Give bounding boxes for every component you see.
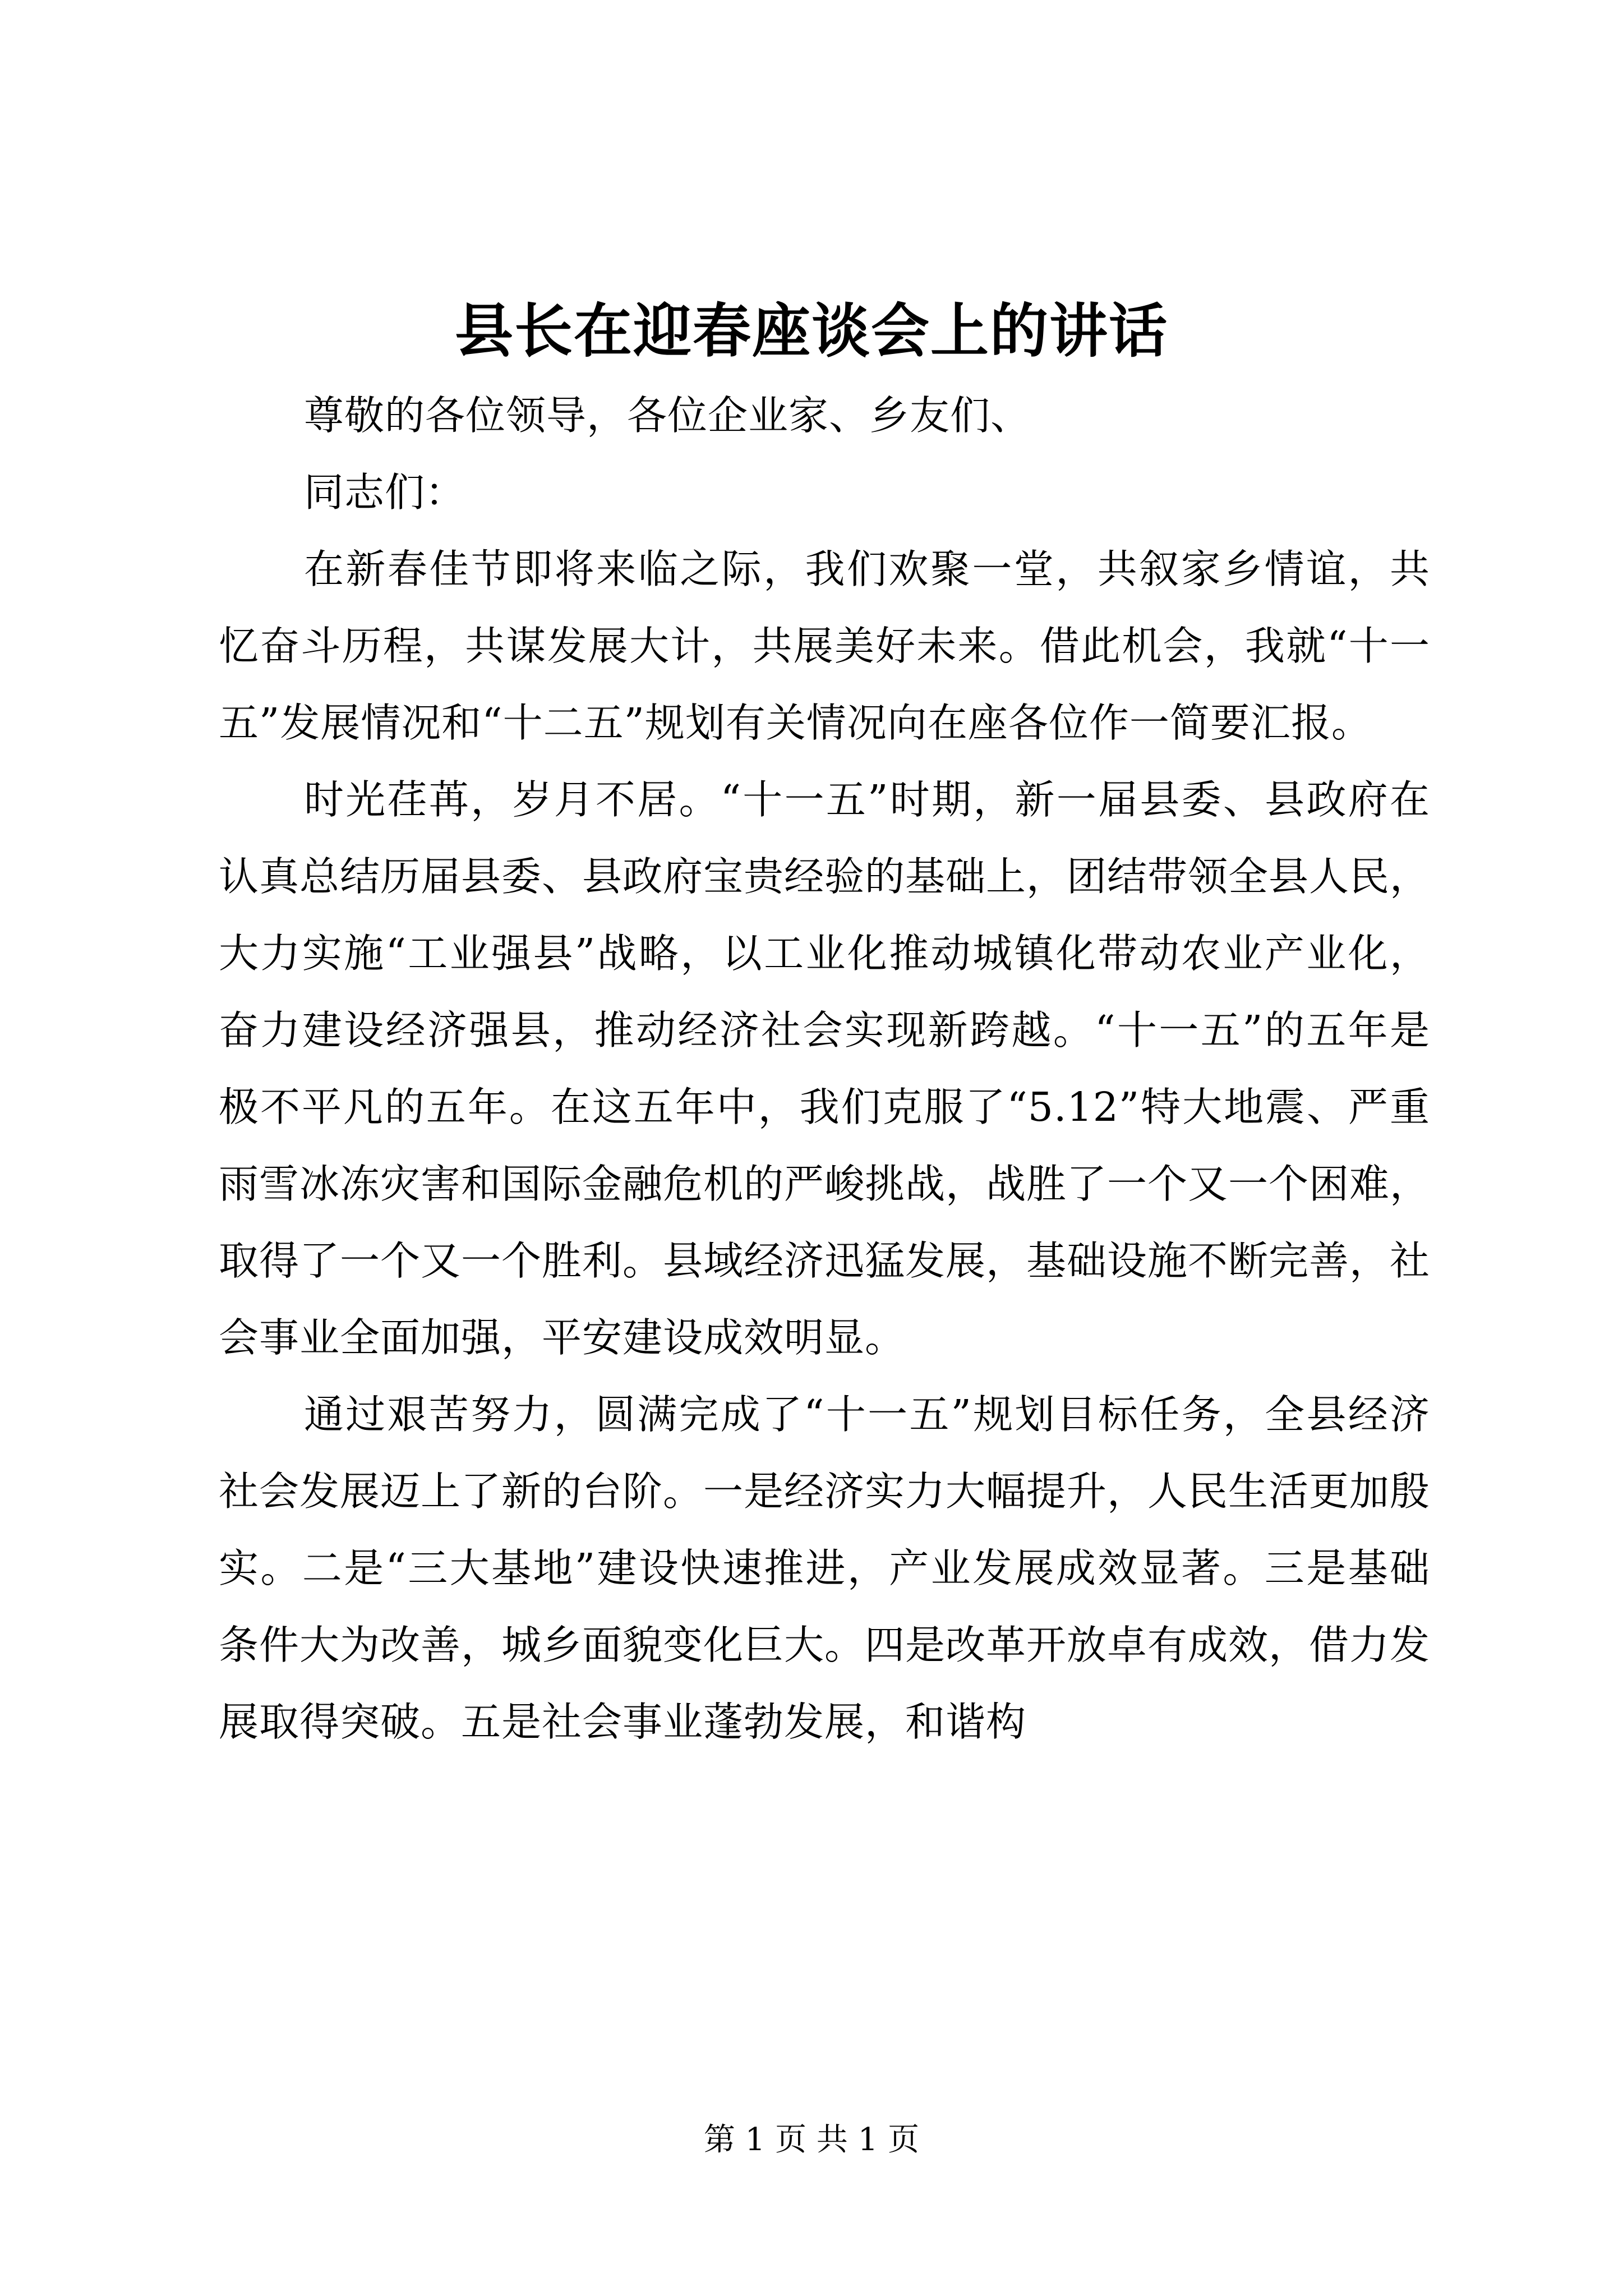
body-paragraph: 在新春佳节即将来临之际，我们欢聚一堂，共叙家乡情谊，共忆奋斗历程，共谋发展大计，共展美好未来。借此机会，我就“十一五”发展情况和“十二五”规划有关情况向在座各位作一简要汇报。 — [219, 546, 1430, 746]
salutation-line: 同志们： — [304, 469, 466, 516]
page-footer: 第 1 页 共 1 页 — [703, 2122, 920, 2158]
document-title: 县长在迎春座谈会上的讲话 — [454, 296, 1168, 365]
body-paragraph: 时光荏苒，岁月不居。“十一五”时期，新一届县委、县政府在认真总结历届县委、县政府宝贵经验的基础上，团结带领全县人民，大力实施“工业强县”战略，以工业化推动城镇化带动农业产业化，奋力建设经济强县，推动经济社会实现新跨越。“十一五”的五年是极不平凡的五年。在这五年中，我们克服了“5.12”特大地震、严重雨雪冰冻灾害和国际金融危机的严峻挑战，战胜了一个又一个困难，取得了一个又一个胜利。县域经济迅猛发展，基础设施不断完善，社会事业全面加强，平安建设成效明显。 — [219, 776, 1431, 1361]
body-paragraph: 通过艰苦努力，圆满完成了“十一五”规划目标任务，全县经济社会发展迈上了新的台阶。一是经济实力大幅提升，人民生活更加殷实。二是“三大基地”建设快速推进，产业发展成效显著。三是基础条件大为改善，城乡面貌变化巨大。四是改革开放卓有成效，借力发展取得突破。五是社会事业蓬勃发展，和谐构 — [219, 1391, 1431, 1745]
document-body — [219, 377, 1430, 1760]
salutation-line: 尊敬的各位领导，各位企业家、乡友们、 — [304, 392, 1031, 439]
